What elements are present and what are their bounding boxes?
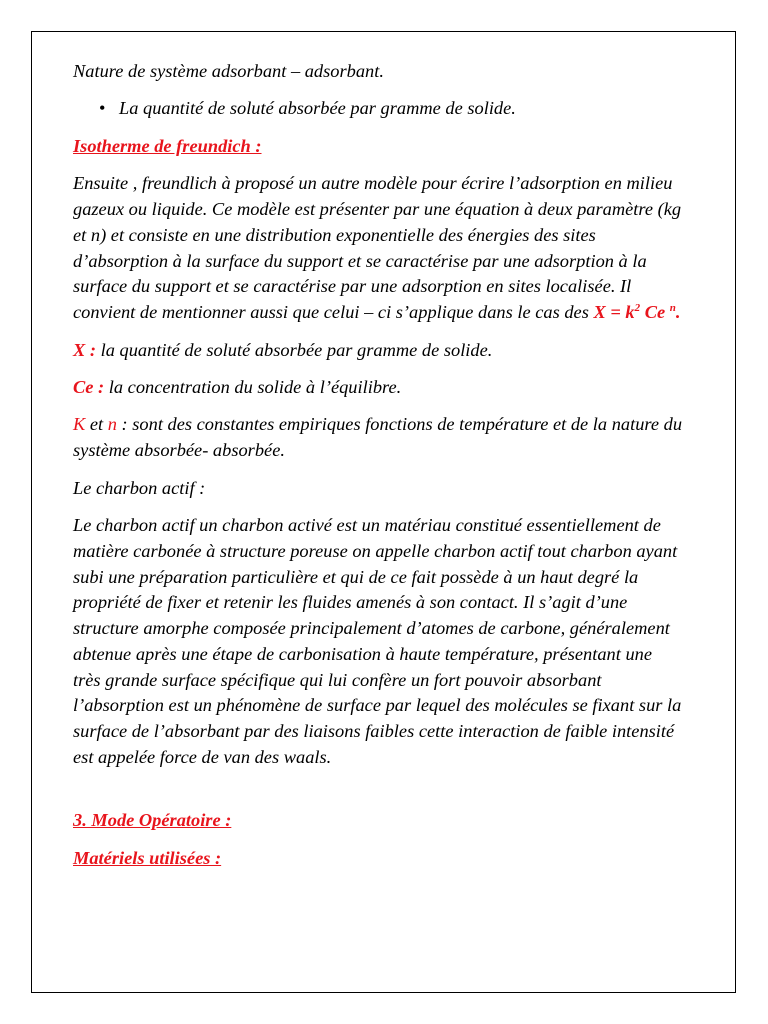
definition-k-term: K <box>73 414 86 435</box>
definition-and: et <box>85 414 108 435</box>
bullet-text: La quantité de soluté absorbée par gramme de solide. <box>119 98 516 119</box>
formula-end: . <box>675 302 681 323</box>
definition-x-term: X : <box>73 339 96 360</box>
formula-k-exponent: 2 <box>634 302 641 315</box>
bullet-item <box>73 96 683 122</box>
definition-x <box>73 338 683 364</box>
definition-x-text: la quantité de soluté absorbée par gramme de solide. <box>96 339 493 360</box>
formula-ce: Ce <box>640 302 670 323</box>
isotherm-heading: Isotherme de freundich : <box>73 135 262 156</box>
intro-line: Nature de système adsorbant – adsorbant. <box>73 61 384 81</box>
charbon-paragraph: Le charbon actif un charbon activé est un matériau constitué essentiellement de matière carbonée à structure poreuse on appelle charbon actif tout charbon ayant subi une préparation particulière et qui de ce fait possède à un haut degré la propriété de fixer et retenir les fluides amenés à son contact. Il s’agit d’une structure amorphe composée principalement d’atomes de carbone, généralement abtenue après une étape de carbonisation à haute température, présentant une très grande surface spécifique qui lui confère un fort pouvoir absorbant l’absorption est un phénomène de surface par lequel des molécules se fixant sur la surface de l’absorbant par des liaisons faibles cette interaction de faible intensité est appelée force de van des waals. <box>73 514 682 768</box>
formula-lhs: X = k <box>593 302 635 323</box>
document-body <box>73 59 683 883</box>
mode-operatoire-heading: 3. Mode Opératoire : <box>73 810 232 831</box>
formula-ce-exponent: n <box>669 302 676 315</box>
definition-ce-term: Ce : <box>73 376 105 397</box>
freundlich-text: Ensuite , freundlich à proposé un autre modèle pour écrire l’adsorption en milieu gazeux ou liquide. Ce modèle est présenter par une équation à deux paramètre (kg et n) et consiste en une distribution exponentielle des énergies des sites d’absorption à la surface du support et se caractérise par une adsorption à la surface du support et se caractérise par une adsorption en sites localisée. Il convient de mentionner aussi que celui – ci s’applique dans le cas des <box>73 173 682 323</box>
definition-k-n-text: : sont des constantes empiriques fonctions de température et de la nature du système absorbée- absorbée. <box>73 414 683 461</box>
freundlich-paragraph <box>73 171 683 326</box>
materials-heading: Matériels utilisées : <box>73 847 222 868</box>
charbon-title: Le charbon actif : <box>73 477 206 498</box>
bullet-icon: • <box>99 98 106 119</box>
definition-k-n <box>73 412 683 464</box>
definition-ce <box>73 375 683 401</box>
freundlich-formula <box>593 302 680 322</box>
definition-ce-text: la concentration du solide à l’équilibre. <box>104 376 402 397</box>
definition-n-term: n <box>107 414 117 435</box>
blank-line <box>73 782 683 808</box>
